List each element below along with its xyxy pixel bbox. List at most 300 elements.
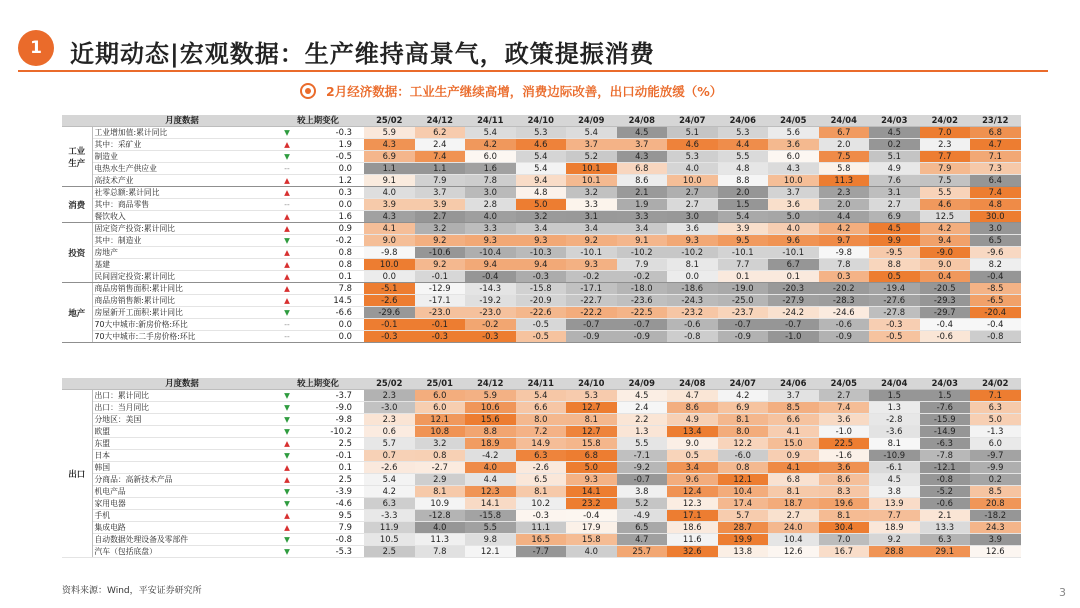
column-header: 24/05 xyxy=(819,378,870,390)
table-row xyxy=(62,235,1021,247)
table-row xyxy=(62,414,1021,426)
data-cell: 4.4 xyxy=(819,211,870,223)
data-cell: 5.4 xyxy=(718,211,769,223)
data-cell: 6.8 xyxy=(768,474,819,486)
data-cell: 4.3 xyxy=(768,163,819,175)
table-caption xyxy=(300,80,722,102)
data-cell: -25.0 xyxy=(718,295,769,307)
data-cell: 5.3 xyxy=(718,127,769,139)
data-cell: 2.7 xyxy=(768,510,819,522)
change-value: 7.8 xyxy=(302,283,364,295)
data-cell: 0.2 xyxy=(970,474,1021,486)
table-row xyxy=(62,139,1021,151)
up-triangle-icon: ▲ xyxy=(272,295,302,307)
data-cell: 6.3 xyxy=(364,498,415,510)
data-cell: 8.8 xyxy=(718,175,769,187)
data-cell: 8.8 xyxy=(465,426,516,438)
data-cell: 6.7 xyxy=(768,259,819,271)
data-cell: 4.5 xyxy=(869,127,920,139)
table-row xyxy=(62,199,1021,211)
data-cell: 3.3 xyxy=(566,199,617,211)
row-label: 房地产 xyxy=(92,247,272,259)
data-cell: -0.3 xyxy=(516,510,567,522)
data-cell: 4.5 xyxy=(617,127,668,139)
table-row xyxy=(62,474,1021,486)
data-cell: 6.5 xyxy=(970,235,1021,247)
down-triangle-icon: ▼ xyxy=(272,498,302,510)
data-cell: 20.8 xyxy=(970,498,1021,510)
data-cell: -10.2 xyxy=(667,247,718,259)
data-cell: -0.9 xyxy=(617,331,668,343)
table-row xyxy=(62,331,1021,343)
data-cell: -8.5 xyxy=(970,283,1021,295)
column-header: 24/02 xyxy=(970,378,1021,390)
section-number-badge: 1 xyxy=(18,30,54,66)
header-blank xyxy=(62,115,92,127)
change-value: -0.3 xyxy=(302,127,364,139)
data-cell: -5.2 xyxy=(920,486,971,498)
data-cell: 5.5 xyxy=(718,151,769,163)
data-cell: 3.1 xyxy=(869,187,920,199)
data-cell: 10.2 xyxy=(516,498,567,510)
data-cell: 4.1 xyxy=(364,223,415,235)
down-triangle-icon: ▼ xyxy=(272,402,302,414)
data-cell: -15.9 xyxy=(920,414,971,426)
data-cell: -0.1 xyxy=(415,271,466,283)
data-cell: 6.9 xyxy=(364,151,415,163)
data-cell: -10.4 xyxy=(465,247,516,259)
data-cell: 0.7 xyxy=(364,450,415,462)
data-cell: 17.1 xyxy=(667,510,718,522)
data-cell: 13.3 xyxy=(920,522,971,534)
data-cell: 12.3 xyxy=(465,486,516,498)
data-cell: 5.3 xyxy=(566,390,617,402)
data-cell: 5.4 xyxy=(566,127,617,139)
data-cell: 8.1 xyxy=(516,486,567,498)
data-cell: -14.9 xyxy=(920,426,971,438)
data-cell: 9.1 xyxy=(364,175,415,187)
data-cell: 5.4 xyxy=(364,474,415,486)
down-triangle-icon: ▼ xyxy=(272,414,302,426)
data-cell: -5.1 xyxy=(364,283,415,295)
data-cell: 7.9 xyxy=(415,175,466,187)
data-cell: -9.8 xyxy=(819,247,870,259)
data-cell: 9.0 xyxy=(364,235,415,247)
data-cell: 7.6 xyxy=(869,175,920,187)
data-cell: 4.6 xyxy=(920,199,971,211)
data-cell: 17.4 xyxy=(718,498,769,510)
data-cell: -22.6 xyxy=(516,307,567,319)
data-cell: 3.2 xyxy=(415,438,466,450)
row-label: 基建 xyxy=(92,259,272,271)
data-cell: -2.6 xyxy=(364,462,415,474)
data-cell: 1.6 xyxy=(465,163,516,175)
data-cell: 8.1 xyxy=(566,414,617,426)
data-cell: 3.6 xyxy=(768,199,819,211)
data-cell: 10.4 xyxy=(768,534,819,546)
data-cell: 4.1 xyxy=(768,462,819,474)
title-divider xyxy=(18,70,1048,72)
data-cell: 4.3 xyxy=(364,211,415,223)
data-cell: 8.8 xyxy=(869,259,920,271)
column-header: 24/08 xyxy=(667,378,718,390)
data-cell: 3.0 xyxy=(667,211,718,223)
data-cell: 0.0 xyxy=(667,271,718,283)
data-cell: 2.1 xyxy=(617,187,668,199)
data-cell: 3.0 xyxy=(465,187,516,199)
data-cell: -0.7 xyxy=(566,319,617,331)
row-label: 商品房销售额:累计同比 xyxy=(92,295,272,307)
data-cell: -28.3 xyxy=(819,295,870,307)
row-label: 制造业 xyxy=(92,151,272,163)
data-cell: -0.2 xyxy=(566,271,617,283)
data-cell: -0.3 xyxy=(415,331,466,343)
table-row xyxy=(62,390,1021,402)
data-cell: 4.5 xyxy=(869,474,920,486)
column-header: 24/09 xyxy=(566,115,617,127)
table-row xyxy=(62,522,1021,534)
data-cell: 5.6 xyxy=(768,127,819,139)
data-cell: 13.9 xyxy=(869,498,920,510)
data-cell: 2.3 xyxy=(819,187,870,199)
data-cell: 9.5 xyxy=(718,235,769,247)
data-cell: 5.5 xyxy=(465,522,516,534)
table-row xyxy=(62,127,1021,139)
data-cell: -12.1 xyxy=(920,462,971,474)
data-cell: 9.2 xyxy=(566,235,617,247)
data-cell: 0.8 xyxy=(415,450,466,462)
data-cell: 8.5 xyxy=(970,486,1021,498)
data-cell: 8.1 xyxy=(415,486,466,498)
data-cell: 4.2 xyxy=(819,223,870,235)
table-row xyxy=(62,283,1021,295)
data-cell: -10.6 xyxy=(415,247,466,259)
data-cell: 5.7 xyxy=(364,438,415,450)
change-value: 0.1 xyxy=(302,271,364,283)
data-cell: -3.6 xyxy=(869,426,920,438)
data-cell: -17.1 xyxy=(566,283,617,295)
data-cell: 7.4 xyxy=(415,151,466,163)
up-triangle-icon: ▲ xyxy=(272,522,302,534)
data-cell: -23.7 xyxy=(718,307,769,319)
data-cell: 3.7 xyxy=(768,390,819,402)
data-cell: 6.2 xyxy=(415,127,466,139)
data-cell: 7.8 xyxy=(465,175,516,187)
data-cell: 3.3 xyxy=(465,223,516,235)
data-cell: -27.9 xyxy=(768,295,819,307)
data-cell: -27.6 xyxy=(869,295,920,307)
column-header: 23/12 xyxy=(970,115,1021,127)
data-cell: 4.0 xyxy=(566,546,617,558)
slide-header xyxy=(18,30,1048,70)
up-triangle-icon: ▲ xyxy=(272,139,302,151)
data-cell: 19.9 xyxy=(718,534,769,546)
data-cell: -29.3 xyxy=(920,295,971,307)
row-label: 东盟 xyxy=(92,438,272,450)
change-value: -0.1 xyxy=(302,450,364,462)
data-cell: -1.0 xyxy=(768,331,819,343)
data-cell: 6.9 xyxy=(718,402,769,414)
data-cell: 2.0 xyxy=(819,199,870,211)
data-cell: 6.3 xyxy=(516,450,567,462)
data-cell: 5.3 xyxy=(667,151,718,163)
data-cell: 2.7 xyxy=(415,211,466,223)
data-cell: -24.3 xyxy=(667,295,718,307)
data-cell: -9.5 xyxy=(869,247,920,259)
category-label: 消费 xyxy=(62,187,92,223)
data-cell: 0.6 xyxy=(364,426,415,438)
data-cell: 5.4 xyxy=(516,151,567,163)
data-cell: 3.4 xyxy=(667,462,718,474)
down-triangle-icon: ▼ xyxy=(272,307,302,319)
data-cell: -6.3 xyxy=(920,438,971,450)
table-row xyxy=(62,187,1021,199)
data-cell: 24.0 xyxy=(768,522,819,534)
table-row xyxy=(62,175,1021,187)
flat-dash-icon: -- xyxy=(272,163,302,175)
up-triangle-icon: ▲ xyxy=(272,259,302,271)
data-cell: 5.0 xyxy=(768,211,819,223)
data-cell: 10.0 xyxy=(364,259,415,271)
row-label: 机电产品 xyxy=(92,486,272,498)
data-cell: 1.3 xyxy=(869,402,920,414)
data-cell: -19.2 xyxy=(465,295,516,307)
down-triangle-icon: ▼ xyxy=(272,235,302,247)
data-cell: 9.4 xyxy=(465,259,516,271)
data-cell: 16.5 xyxy=(516,534,567,546)
up-triangle-icon: ▲ xyxy=(272,211,302,223)
data-cell: -2.8 xyxy=(869,414,920,426)
row-label: 高技术产业 xyxy=(92,175,272,187)
change-value: -6.6 xyxy=(302,307,364,319)
data-cell: 7.1 xyxy=(970,151,1021,163)
data-cell: 8.1 xyxy=(869,438,920,450)
data-cell: 8.0 xyxy=(718,426,769,438)
data-cell: -20.3 xyxy=(768,283,819,295)
table-row xyxy=(62,223,1021,235)
change-value: 2.5 xyxy=(302,438,364,450)
data-cell: 1.1 xyxy=(415,163,466,175)
data-cell: 12.6 xyxy=(768,546,819,558)
data-cell: 0.0 xyxy=(364,271,415,283)
data-cell: 4.5 xyxy=(617,390,668,402)
data-cell: -1.6 xyxy=(819,450,870,462)
data-cell: -0.7 xyxy=(718,319,769,331)
data-cell: 18.7 xyxy=(768,498,819,510)
data-cell: -18.2 xyxy=(970,510,1021,522)
data-cell: 3.6 xyxy=(819,414,870,426)
data-cell: -9.7 xyxy=(970,450,1021,462)
table-row xyxy=(62,498,1021,510)
data-cell: 3.9 xyxy=(970,534,1021,546)
data-cell: 5.4 xyxy=(516,163,567,175)
data-cell: -7.1 xyxy=(617,450,668,462)
data-cell: 3.2 xyxy=(415,223,466,235)
data-cell: 0.5 xyxy=(869,271,920,283)
data-cell: 10.9 xyxy=(415,498,466,510)
change-value: 0.0 xyxy=(302,319,364,331)
row-label: 分地区：美国 xyxy=(92,414,272,426)
data-cell: -10.1 xyxy=(768,247,819,259)
down-triangle-icon: ▼ xyxy=(272,151,302,163)
column-header: 24/10 xyxy=(566,378,617,390)
data-cell: 9.8 xyxy=(465,534,516,546)
data-cell: 9.4 xyxy=(516,259,567,271)
header-indicator: 月度数据 xyxy=(92,115,272,127)
data-cell: 7.0 xyxy=(819,534,870,546)
data-cell: 28.8 xyxy=(869,546,920,558)
data-cell: -18.0 xyxy=(617,283,668,295)
data-cell: 1.3 xyxy=(617,426,668,438)
data-cell: 8.2 xyxy=(970,259,1021,271)
data-cell: 4.4 xyxy=(718,139,769,151)
data-cell: -0.2 xyxy=(465,319,516,331)
target-icon xyxy=(300,83,316,99)
row-label: 民间固定投资:累计同比 xyxy=(92,271,272,283)
data-cell: 2.1 xyxy=(920,510,971,522)
data-cell: -20.9 xyxy=(516,295,567,307)
row-label: 分商品：高新技术产品 xyxy=(92,474,272,486)
row-label: 餐饮收入 xyxy=(92,211,272,223)
data-cell: 6.3 xyxy=(970,402,1021,414)
down-triangle-icon: ▼ xyxy=(272,450,302,462)
down-triangle-icon: ▼ xyxy=(272,486,302,498)
data-cell: 9.3 xyxy=(516,235,567,247)
data-cell: -0.6 xyxy=(819,319,870,331)
data-cell: -12.9 xyxy=(415,283,466,295)
row-label: 汽车（包括底盘） xyxy=(92,546,272,558)
data-cell: 2.7 xyxy=(869,199,920,211)
column-header: 25/02 xyxy=(364,378,415,390)
data-cell: 10.6 xyxy=(465,402,516,414)
data-cell: -10.2 xyxy=(617,247,668,259)
data-cell: 3.4 xyxy=(516,223,567,235)
data-cell: 10.8 xyxy=(415,426,466,438)
data-cell: 11.3 xyxy=(819,175,870,187)
data-cell: 7.2 xyxy=(516,426,567,438)
row-label: 其中：采矿业 xyxy=(92,139,272,151)
data-cell: -0.1 xyxy=(415,319,466,331)
header-blank xyxy=(62,378,92,390)
data-cell: -0.4 xyxy=(920,319,971,331)
data-cell: -0.8 xyxy=(970,331,1021,343)
table-row xyxy=(62,510,1021,522)
data-cell: -17.1 xyxy=(415,295,466,307)
data-cell: 4.2 xyxy=(718,390,769,402)
data-cell: 5.9 xyxy=(465,390,516,402)
data-cell: 3.9 xyxy=(364,199,415,211)
data-cell: 6.4 xyxy=(970,175,1021,187)
data-cell: -18.6 xyxy=(667,283,718,295)
data-cell: -0.4 xyxy=(566,510,617,522)
data-cell: -24.6 xyxy=(819,307,870,319)
data-cell: 8.1 xyxy=(667,259,718,271)
data-cell: -6.1 xyxy=(869,462,920,474)
up-triangle-icon: ▲ xyxy=(272,175,302,187)
table-row xyxy=(62,259,1021,271)
row-label: 房屋新开工面积:累计同比 xyxy=(92,307,272,319)
data-cell: -0.7 xyxy=(617,474,668,486)
data-cell: 2.3 xyxy=(364,414,415,426)
change-value: -0.2 xyxy=(302,235,364,247)
table-row xyxy=(62,486,1021,498)
column-header: 24/08 xyxy=(617,115,668,127)
change-value: -10.2 xyxy=(302,426,364,438)
data-cell: 12.5 xyxy=(920,211,971,223)
category-label: 地产 xyxy=(62,283,92,343)
data-cell: -0.6 xyxy=(920,331,971,343)
data-cell: -0.9 xyxy=(566,331,617,343)
data-cell: -23.0 xyxy=(465,307,516,319)
data-cell: 6.7 xyxy=(819,127,870,139)
data-cell: 12.7 xyxy=(566,426,617,438)
flat-dash-icon: -- xyxy=(272,199,302,211)
row-label: 固定资产投资:累计同比 xyxy=(92,223,272,235)
row-label: 社零总额:累计同比 xyxy=(92,187,272,199)
data-cell: -0.6 xyxy=(667,319,718,331)
data-cell: 18.6 xyxy=(667,522,718,534)
data-cell: -4.9 xyxy=(617,510,668,522)
change-value: 9.5 xyxy=(302,510,364,522)
data-cell: 0.3 xyxy=(819,271,870,283)
data-cell: 3.8 xyxy=(617,486,668,498)
data-cell: 2.7 xyxy=(667,187,718,199)
data-cell: 12.2 xyxy=(718,438,769,450)
row-label: 手机 xyxy=(92,510,272,522)
data-cell: -0.3 xyxy=(869,319,920,331)
data-cell: 15.6 xyxy=(465,414,516,426)
data-cell: 6.5 xyxy=(516,474,567,486)
change-value: -0.5 xyxy=(302,151,364,163)
data-cell: -0.5 xyxy=(869,331,920,343)
data-cell: 1.9 xyxy=(617,199,668,211)
column-header: 24/12 xyxy=(415,115,466,127)
data-cell: -10.1 xyxy=(566,247,617,259)
data-cell: 15.8 xyxy=(566,534,617,546)
table-row xyxy=(62,450,1021,462)
data-cell: -7.8 xyxy=(920,450,971,462)
data-cell: -23.2 xyxy=(667,307,718,319)
data-cell: 4.7 xyxy=(617,534,668,546)
table-row xyxy=(62,295,1021,307)
data-cell: -9.8 xyxy=(364,247,415,259)
column-header: 24/04 xyxy=(819,115,870,127)
data-cell: 11.3 xyxy=(415,534,466,546)
change-value: 0.0 xyxy=(302,199,364,211)
data-cell: 7.4 xyxy=(970,187,1021,199)
data-cell: 1.5 xyxy=(718,199,769,211)
data-cell: -22.7 xyxy=(566,295,617,307)
data-cell: 3.3 xyxy=(617,211,668,223)
flat-dash-icon: -- xyxy=(272,319,302,331)
table-row xyxy=(62,151,1021,163)
down-triangle-icon: ▼ xyxy=(272,534,302,546)
data-cell: 8.1 xyxy=(768,486,819,498)
data-cell: 3.7 xyxy=(415,187,466,199)
data-cell: 18.9 xyxy=(869,522,920,534)
change-value: -4.6 xyxy=(302,498,364,510)
data-cell: 12.3 xyxy=(667,498,718,510)
change-value: 14.5 xyxy=(302,295,364,307)
data-cell: -0.5 xyxy=(516,319,567,331)
data-cell: -3.0 xyxy=(364,402,415,414)
data-cell: 4.7 xyxy=(667,390,718,402)
data-cell: 30.0 xyxy=(970,211,1021,223)
data-cell: -20.2 xyxy=(819,283,870,295)
data-cell: 10.1 xyxy=(566,175,617,187)
data-cell: -29.6 xyxy=(364,307,415,319)
data-cell: 0.9 xyxy=(768,450,819,462)
